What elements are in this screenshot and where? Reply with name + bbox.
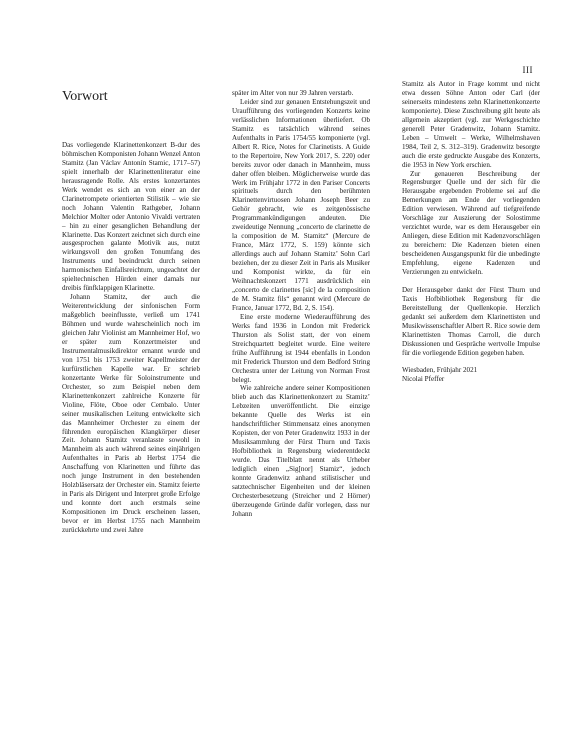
paragraph: Wie zahlreiche andere seiner Kompositionen blieb auch das Klarinettenkonzert zu Stamitz’ Lebzeiten unveröffentlicht. Die einzige bekannte Quelle des Werks ist ein handschriftlicher Stimmensatz eines anonymen Kopisten, der von Peter Gradenwitz 1933 in der Musiksammlung der Fürst Thurn und Taxis Hofbibliothek in Regensburg wiederentdeckt wurde. Das Titelblatt nennt als Urheber lediglich einen „Sig[nor] Stamiz“, jedoch konnte Gradenwitz anhand stilistischer und satztechnischer Eigenheiten und der kleinen Orchesterbesetzung (Streicher und 2 Hörner) überzeugende Gründe dafür vorlegen, dass nur Johann: [232, 384, 370, 518]
paragraph: Stamitz als Autor in Frage kommt und nicht etwa dessen Söhne Anton oder Carl (der seinerseits mindestens zehn Klarinettenkonzerte komponierte). Diese Zuschreibung gilt heute als allgemein akzeptiert (vgl. zur Werkgeschichte generell Peter Gradenwitz, Johann Stamitz. Leben – Umwelt – Werke, Wilhelmshaven 1984, Teil 2, S. 312–319). Gradenwitz besorgte auch die erste gedruckte Ausgabe des Konzerts, die 1953 in New York erschien.: [402, 80, 540, 169]
paragraph: Das vorliegende Klarinettenkonzert B-dur des böhmischen Komponisten Johann Wenzel Anton Stamitz (Jan Václav Antonín Stamic, 1717–57) spielt innerhalb der Klarinettenliteratur eine herausragende Rolle. Als erstes konzertantes Werk wendet es sich an von einer an der Clarinetrompete orientierten Stilistik – wie sie noch Johann Valentin Rathgeber, Johann Melchior Molter oder Antonio Vivaldi vertraten – hin zu einer gesanglichen Behandlung der Klarinette. Das Konzert zeichnet sich durch eine ausgesprochen galante Motivik aus, nutzt wirkungsvoll den großen Tonumfang des Instruments und beeindruckt durch seinen harmonischen Einfallsreichtum, ungeachtet der spieltechnischen Hürden einer damals nur dreibis fünfklappigen Klarinette.: [62, 141, 201, 293]
page-number: III: [522, 65, 533, 75]
text-column-1: [62, 141, 200, 535]
paragraph: Eine erste moderne Wiederaufführung des Werks fand 1936 in London mit Frederick Thurston als Solist statt, der von einem Streichquartett begleitet wurde. Eine weitere frühe Aufführung ist 1944 ebenfalls in London mit Frederick Thurston und dem Bedford String Orchestra unter der Leitung von Norman Frost belegt.: [232, 312, 370, 384]
text-column-2: [232, 89, 370, 519]
text-column-3: [402, 80, 540, 384]
paragraph: Zur genaueren Beschreibung der Regensburger Quelle und der sich für die Herausgabe ergebenden Probleme sei auf die Bemerkungen am Ende der vorliegenden Edition verwiesen. Während auf tiefgreifende Vorschläge zur Auszierung der Solostimme verzichtet wurde, war es dem Herausgeber ein Anliegen, diese Edition mit Kadenzvorschlägen zu bereichern: Die Kadenzen bieten einen bescheidenen Ausgangspunkt für die unbedingte Empfehlung, eigene Kadenzen und Verzierungen zu entwickeln.: [402, 169, 540, 277]
paragraph: Leider sind zur genauen Entstehungszeit und Uraufführung des vorliegenden Konzerts keine verlässlichen Informationen überliefert. Ob Stamitz es tatsächlich während seines Aufenthalts in Paris 1754/55 komponierte (vgl. Albert R. Rice, Notes for Clarinetists. A Guide to the Repertoire, New York 2017, S. 220) oder bereits zuvor oder danach in Mannheim, muss daher offen bleiben. Möglicherweise wurde das Werk im Frühjahr 1772 in den Pariser Concerts spirituels durch den berühmten Klarinettenvirtuosen Johann Joseph Beer zu Gehör gebracht, wie es zeitgenössische Programmankündigungen andeuten. Die zweideutige Nennung „concerto de clarinette de la composition de M. Stamitz“ (Mercure de France, März 1772, S. 159) könnte sich allerdings auch auf Johann Stamitz’ Sohn Carl beziehen, der zu dieser Zeit in Paris als Musiker und Komponist wirkte, da für ein Weihnachtskonzert 1771 ausdrücklich ein „concerto de clarinettes [sic] de la composition de M. Stamitz fils“ genannt wird (Mercure de France, Januar 1772, Bd. 2, S. 154).: [232, 97, 370, 312]
date-place: Wiesbaden, Frühjahr 2021: [402, 366, 478, 375]
paragraph: später im Alter von nur 39 Jahren verstarb.: [232, 89, 354, 97]
author-signature: Nicolai Pfeffer: [402, 375, 445, 384]
acknowledgement-paragraph: Der Herausgeber dankt der Fürst Thurn und Taxis Hofbibliothek Regensburg für die Bereitstellung der Quellenkopie. Herzlich gedankt sei außerdem dem Klarinettisten und Musikwissenschaftler Albert R. Rice sowie dem Klarinettisten Thomas Carroll, die durch Diskussionen und Gespräche wertvolle Impulse für die vorliegende Edition gegeben haben.: [402, 285, 540, 357]
paragraph: Johann Stamitz, der auch die Weiterentwicklung der sinfonischen Form maßgeblich beeinflusste, verließ um 1741 Böhmen und wurde wahrscheinlich noch im gleichen Jahr Violinist am Mannheimer Hof, wo er später zum Konzertmeister und Instrumentalmusikdirektor ernannt wurde und von 1751 bis 1753 zweiter Kapellmeister der kurfürstlichen Kapelle war. Er schrieb konzertante Werke für Soloinstrumente und Orchester, so zum Beispiel neben dem Klarinettenkonzert zahlreiche Konzerte für Violine, Flöte, Oboe oder Cembalo. Unter seiner musikalischen Leitung entwickelte sich das Mannheimer Orchester zu einem der führenden europäischen Klangkörper dieser Zeit. Johann Stamitz veranlasste sowohl in Mannheim als auch während seines einjährigen Aufenthaltes in Paris ab Herbst 1754 die Anschaffung von Klarinetten und führte das noch junge Instrument in den bestehenden Holzbläsersatz der Orchester ein. Stamitz feierte in Paris als Dirigent und Interpret große Erfolge und konnte dort auch erstmals seine Kompositionen im Druck erscheinen lassen, bevor er im Herbst 1755 nach Mannheim zurückkehrte und zwei Jahre: [62, 293, 200, 534]
page-title: Vorwort: [62, 89, 108, 104]
